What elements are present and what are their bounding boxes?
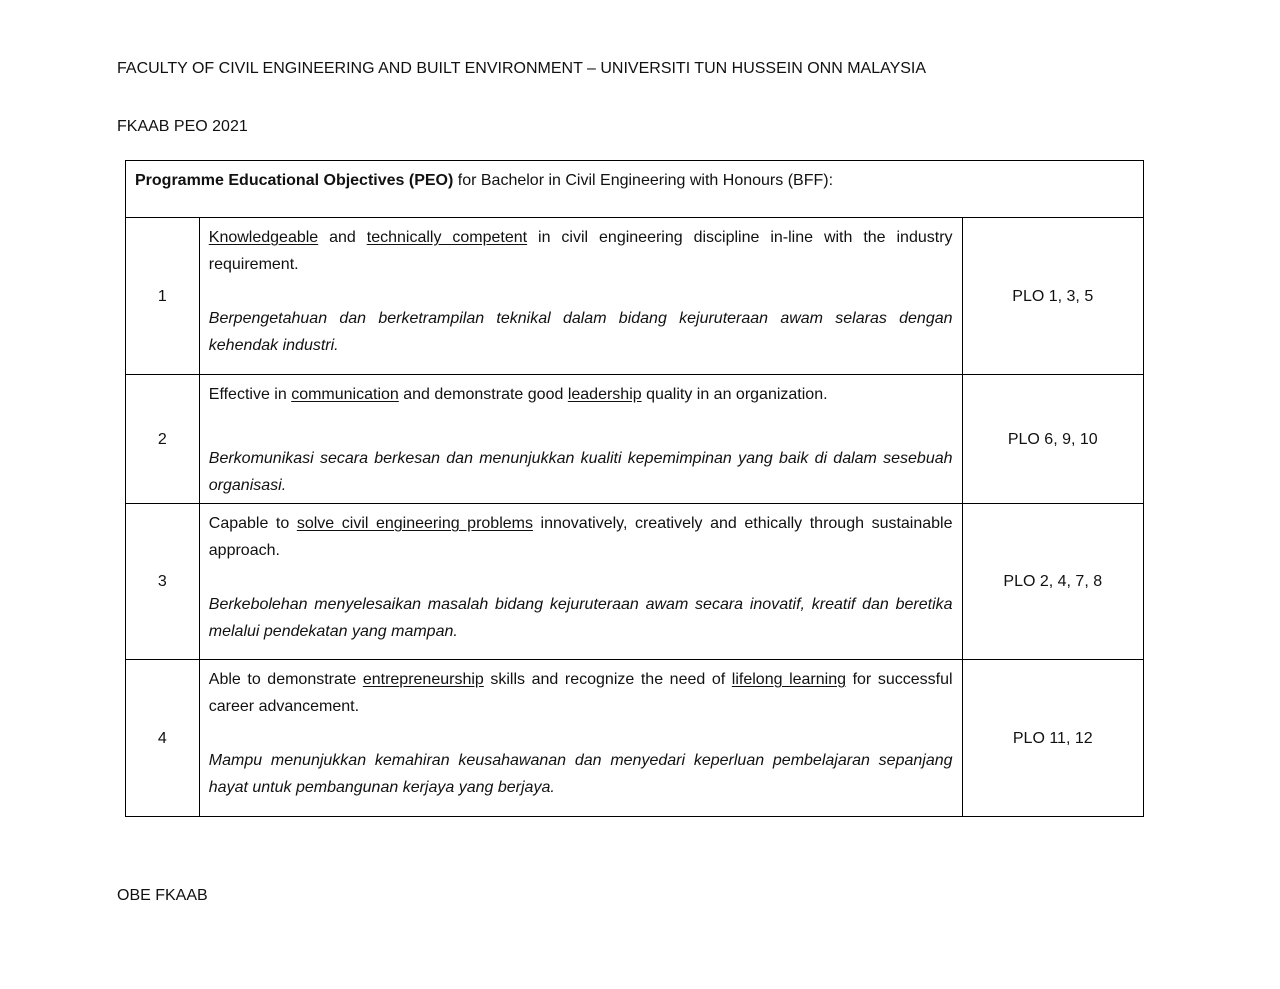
table-heading <box>126 161 1144 218</box>
plo-mapping: PLO 1, 3, 5 <box>962 218 1143 375</box>
keyword-underlined: solve civil engineering problems <box>296 515 533 532</box>
table-heading-rest: for Bachelor in Civil Engineering with Honours (BFF): <box>453 172 834 189</box>
peo-number: 1 <box>126 218 200 375</box>
keyword-underlined: Knowledgeable <box>208 229 319 246</box>
peo-number: 2 <box>126 375 200 504</box>
objective-english: Knowledgeable and technically competent in civil engineering discipline in-line with the industry requirement. <box>208 229 953 273</box>
objective-english: Effective in communication and demonstrate good leadership quality in an organization. <box>208 386 828 403</box>
peo-number: 3 <box>126 504 200 660</box>
peo-objective <box>199 218 962 375</box>
peo-table <box>125 160 1144 817</box>
objective-malay: Berkebolehan menyelesaikan masalah bidang kejuruteraan awam secara inovatif, kreatif dan beretika melalui pendekatan yang mampan. <box>208 596 953 640</box>
keyword-underlined: technically competent <box>366 229 528 246</box>
keyword-underlined: lifelong learning <box>731 671 846 688</box>
document-code: FKAAB PEO 2021 <box>117 118 248 135</box>
footer-label: OBE FKAAB <box>117 887 208 904</box>
plo-mapping: PLO 2, 4, 7, 8 <box>962 504 1143 660</box>
plo-mapping: PLO 6, 9, 10 <box>962 375 1143 504</box>
peo-row-3 <box>126 504 1144 660</box>
peo-objective <box>199 504 962 660</box>
table-header-row <box>126 161 1144 218</box>
objective-malay: Mampu menunjukkan kemahiran keusahawanan dan menyedari keperluan pembelajaran sepanjang hayat untuk pembangunan kerjaya yang berjaya. <box>208 752 953 796</box>
keyword-underlined: communication <box>291 386 399 403</box>
plo-mapping: PLO 11, 12 <box>962 660 1143 817</box>
keyword-underlined: entrepreneurship <box>362 671 484 688</box>
keyword-underlined: leadership <box>567 386 642 403</box>
peo-row-1 <box>126 218 1144 375</box>
objective-malay: Berkomunikasi secara berkesan dan menunjukkan kualiti kepemimpinan yang baik di dalam sesebuah organisasi. <box>208 450 953 494</box>
objective-english: Able to demonstrate entrepreneurship skills and recognize the need of lifelong learning for successful career advancement. <box>208 671 953 715</box>
peo-objective <box>199 375 962 504</box>
peo-number: 4 <box>126 660 200 817</box>
objective-malay: Berpengetahuan dan berketrampilan teknikal dalam bidang kejuruteraan awam selaras dengan kehendak industri. <box>208 310 953 354</box>
objective-english: Capable to solve civil engineering problems innovatively, creatively and ethically through sustainable approach. <box>208 515 953 559</box>
faculty-heading: FACULTY OF CIVIL ENGINEERING AND BUILT ENVIRONMENT – UNIVERSITI TUN HUSSEIN ONN MALAYSIA <box>117 60 927 77</box>
peo-row-2 <box>126 375 1144 504</box>
peo-objective <box>199 660 962 817</box>
peo-row-4 <box>126 660 1144 817</box>
table-heading-bold: Programme Educational Objectives (PEO) <box>135 172 454 189</box>
